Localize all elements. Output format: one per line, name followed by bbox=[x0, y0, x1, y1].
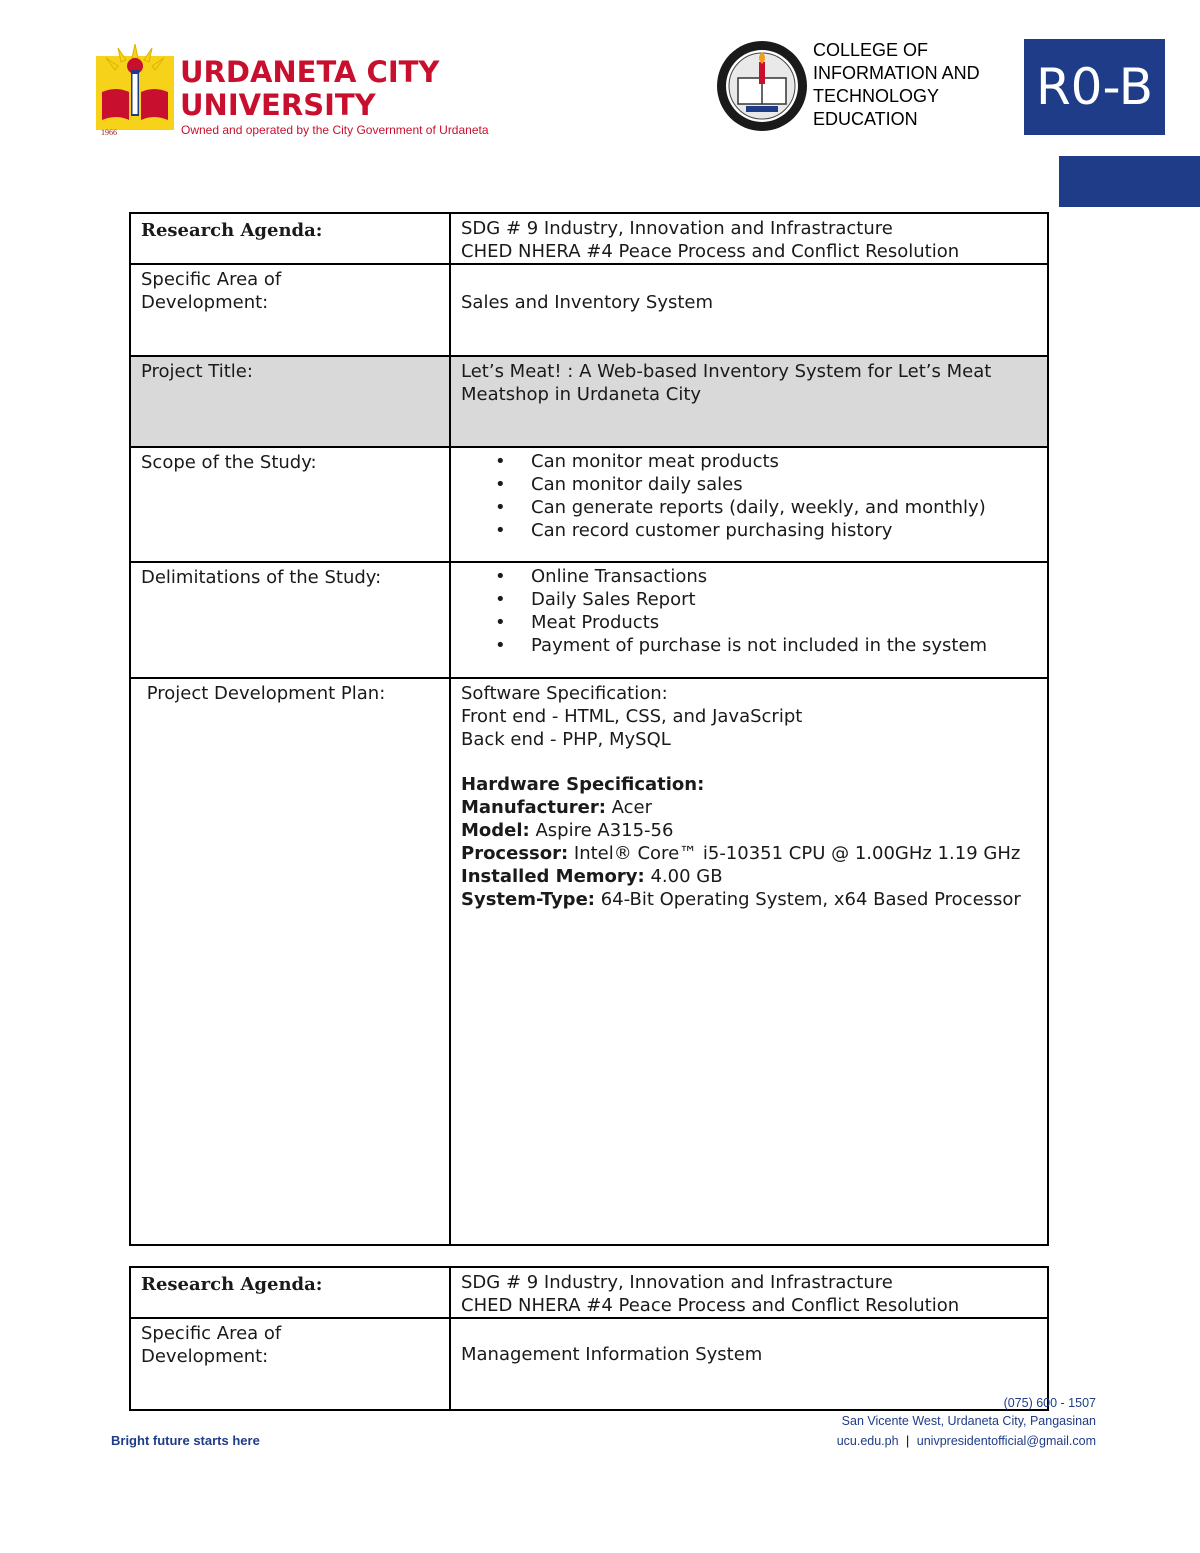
specific-area-label-line2: Development: bbox=[141, 292, 269, 313]
cell-delimitations-label bbox=[130, 562, 450, 678]
project-title-value: Let’s Meat! : A Web-based Inventory System for Let’s Meat Meatshop in Urdaneta City bbox=[461, 361, 992, 405]
manufacturer-label: Manufacturer: bbox=[461, 797, 606, 818]
research-agenda-line2: CHED NHERA #4 Peace Process and Conflict Resolution bbox=[461, 1295, 960, 1316]
model-value: Aspire A315-56 bbox=[529, 820, 674, 841]
college-line-2: INFORMATION AND bbox=[813, 63, 980, 83]
specific-area-label-line1: Specific Area of bbox=[141, 269, 282, 290]
cell-development-plan-label bbox=[130, 678, 450, 1245]
system-type-line bbox=[461, 888, 1037, 911]
university-name-line2: UNIVERSITY bbox=[180, 88, 376, 122]
research-agenda-label: Research Agenda: bbox=[141, 1274, 323, 1295]
software-spec-heading: Software Specification: bbox=[461, 683, 668, 704]
research-form-table-2 bbox=[129, 1266, 1049, 1411]
row-research-agenda bbox=[130, 213, 1048, 264]
university-name-line1: URDANETA CITY bbox=[180, 55, 440, 89]
development-plan-label: Project Development Plan: bbox=[141, 683, 386, 704]
cell-development-plan-value bbox=[450, 678, 1048, 1245]
research-form-table-1 bbox=[129, 212, 1049, 1246]
row-research-agenda bbox=[130, 1267, 1048, 1318]
list-item: • Payment of purchase is not included in the system bbox=[531, 634, 1047, 657]
list-item: • Online Transactions bbox=[531, 565, 1047, 588]
research-agenda-label: Research Agenda: bbox=[141, 220, 323, 241]
row-scope bbox=[130, 447, 1048, 562]
footer-website-link[interactable]: ucu.edu.ph bbox=[836, 1434, 899, 1448]
cell-research-agenda-label bbox=[130, 1267, 450, 1318]
scope-label: Scope of the Study: bbox=[141, 452, 317, 473]
row-specific-area bbox=[130, 1318, 1048, 1410]
delimitations-label: Delimitations of the Study: bbox=[141, 567, 382, 588]
processor-line bbox=[461, 842, 1037, 865]
list-item: • Can generate reports (daily, weekly, and monthly) bbox=[531, 496, 1047, 519]
footer-separator: | bbox=[906, 1434, 910, 1448]
system-type-label: System-Type: bbox=[461, 889, 595, 910]
college-line-3: TECHNOLOGY bbox=[813, 86, 940, 106]
cell-specific-area-label bbox=[130, 264, 450, 356]
manufacturer-line bbox=[461, 796, 1037, 819]
row-project-title bbox=[130, 356, 1048, 447]
specific-area-label-line1: Specific Area of bbox=[141, 1323, 282, 1344]
form-code-badge: R0-B bbox=[1024, 39, 1165, 135]
university-name bbox=[180, 56, 439, 122]
back-end-spec: Back end - PHP, MySQL bbox=[461, 729, 671, 750]
footer-address: San Vicente West, Urdaneta City, Pangasinan bbox=[841, 1414, 1096, 1428]
manufacturer-value: Acer bbox=[605, 797, 653, 818]
footer-links bbox=[837, 1434, 1096, 1448]
footer-tagline: Bright future starts here bbox=[111, 1433, 260, 1448]
university-subtitle: Owned and operated by the City Government of Urdaneta bbox=[181, 123, 489, 137]
founded-year: 1966 bbox=[101, 128, 117, 137]
memory-value: 4.00 GB bbox=[644, 866, 723, 887]
cell-project-title-label bbox=[130, 356, 450, 447]
research-agenda-line1: SDG # 9 Industry, Innovation and Infrastracture bbox=[461, 1272, 893, 1293]
project-title-label: Project Title: bbox=[141, 361, 253, 382]
cell-specific-area-label bbox=[130, 1318, 450, 1410]
college-line-4: EDUCATION bbox=[813, 109, 918, 129]
research-agenda-line2: CHED NHERA #4 Peace Process and Conflict Resolution bbox=[461, 241, 960, 262]
cell-scope-value bbox=[450, 447, 1048, 562]
hardware-spec-heading: Hardware Specification: bbox=[461, 774, 705, 795]
cell-delimitations-value bbox=[450, 562, 1048, 678]
cell-specific-area-value bbox=[450, 264, 1048, 356]
university-logo-icon bbox=[96, 44, 174, 130]
front-end-spec: Front end - HTML, CSS, and JavaScript bbox=[461, 706, 803, 727]
side-tab-decoration bbox=[1059, 156, 1200, 207]
footer-email-link[interactable]: univpresidentofficial@gmail.com bbox=[916, 1434, 1096, 1448]
delimitations-list bbox=[451, 563, 1047, 657]
list-item: • Daily Sales Report bbox=[531, 588, 1047, 611]
cell-project-title-value bbox=[450, 356, 1048, 447]
memory-label: Installed Memory: bbox=[461, 866, 645, 887]
specific-area-label-line2: Development: bbox=[141, 1346, 269, 1367]
processor-value: Intel® Core™ i5-10351 CPU @ 1.00GHz 1.19 GHz bbox=[568, 843, 1021, 864]
row-delimitations bbox=[130, 562, 1048, 678]
cell-research-agenda-value bbox=[450, 213, 1048, 264]
list-item: • Meat Products bbox=[531, 611, 1047, 634]
college-line-1: COLLEGE OF bbox=[813, 40, 929, 60]
college-seal-icon bbox=[716, 40, 808, 132]
model-line bbox=[461, 819, 1037, 842]
model-label: Model: bbox=[461, 820, 530, 841]
specific-area-value: Management Information System bbox=[461, 1344, 763, 1365]
cell-scope-label bbox=[130, 447, 450, 562]
list-item: • Can record customer purchasing history bbox=[531, 519, 1047, 542]
scope-list bbox=[451, 448, 1047, 542]
cell-research-agenda-label bbox=[130, 213, 450, 264]
memory-line bbox=[461, 865, 1037, 888]
research-agenda-line1: SDG # 9 Industry, Innovation and Infrastracture bbox=[461, 218, 893, 239]
cell-specific-area-value bbox=[450, 1318, 1048, 1410]
list-item: • Can monitor meat products bbox=[531, 450, 1047, 473]
footer-phone: (075) 600 - 1507 bbox=[1003, 1396, 1096, 1410]
processor-label: Processor: bbox=[461, 843, 569, 864]
system-type-value: 64-Bit Operating System, x64 Based Processor bbox=[594, 889, 1021, 910]
cell-research-agenda-value bbox=[450, 1267, 1048, 1318]
row-development-plan bbox=[130, 678, 1048, 1245]
row-specific-area bbox=[130, 264, 1048, 356]
specific-area-value: Sales and Inventory System bbox=[461, 292, 714, 313]
college-name bbox=[813, 39, 980, 131]
list-item: • Can monitor daily sales bbox=[531, 473, 1047, 496]
